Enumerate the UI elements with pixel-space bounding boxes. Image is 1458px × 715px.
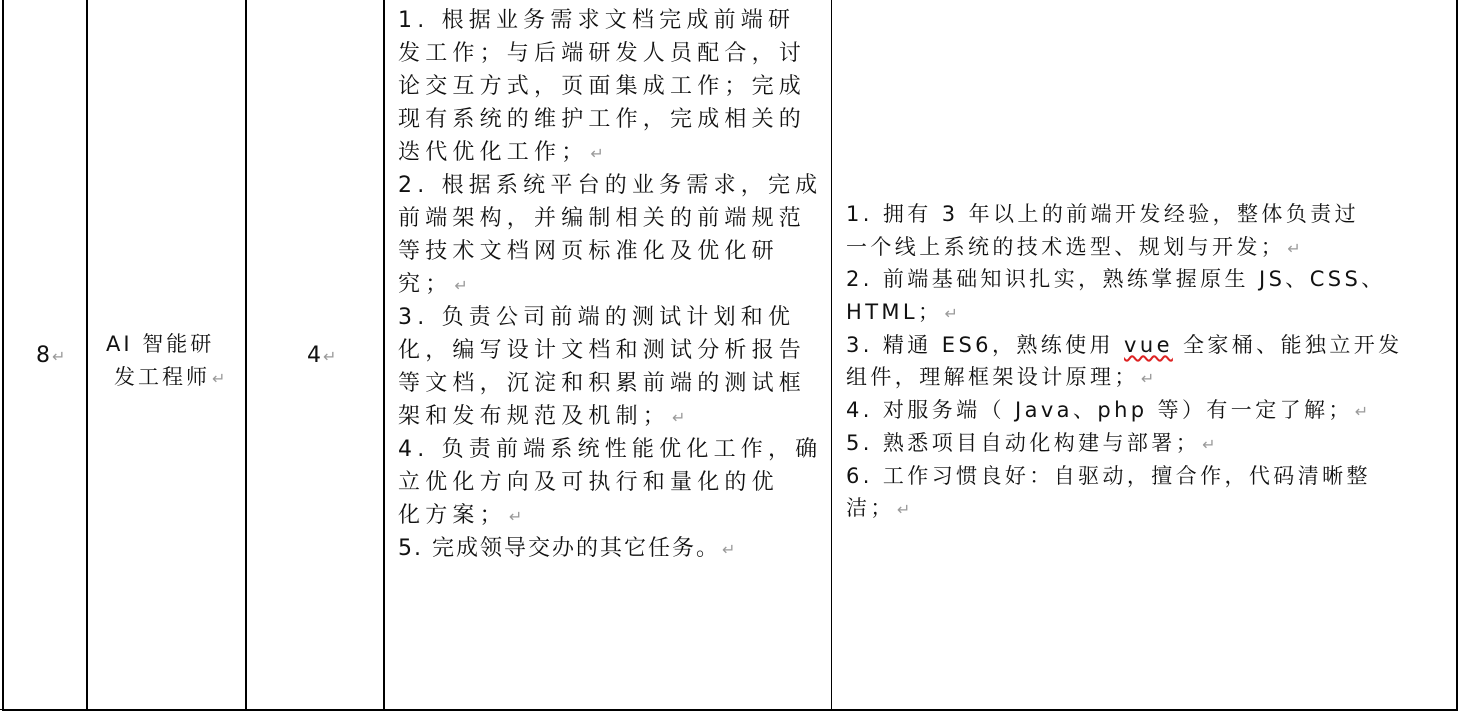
paragraph-mark-icon: ↵: [508, 507, 528, 526]
requirement-line: 3. 精通 ES6，熟练使用 vue 全家桶、能独立开发: [846, 332, 1403, 357]
requirement-line: HTML；: [846, 300, 943, 325]
paragraph-mark-icon: ↵: [896, 500, 914, 520]
paragraph-mark-icon: ↵: [590, 144, 610, 163]
paragraph-mark-icon: ↵: [721, 540, 738, 559]
requirement-line: 1. 拥有 3 年以上的前端开发经验，整体负责过: [846, 202, 1360, 226]
duty-line: 3. 负责公司前端的测试计划和优: [398, 305, 796, 330]
position-cell: [106, 328, 228, 395]
position-line-1: AI 智能研: [106, 332, 215, 356]
paragraph-mark-icon: ↵: [944, 304, 962, 324]
paragraph-mark-icon: ↵: [454, 276, 474, 295]
duty-line: 5. 完成领导交办的其它任务。: [398, 536, 720, 561]
job-duties-cell: [398, 4, 823, 565]
duty-line: 前端架构，并编制相关的前端规范: [398, 206, 807, 231]
duty-line: 究；: [398, 272, 453, 297]
paragraph-mark-icon: ↵: [323, 347, 337, 366]
paragraph-mark-icon: ↵: [1287, 238, 1305, 258]
duty-line: 化方案；: [398, 503, 507, 528]
column-divider: [831, 0, 832, 711]
requirement-line: 5. 熟悉项目自动化构建与部署；: [846, 430, 1201, 455]
row-index: 8: [36, 343, 50, 368]
requirement-line: 组件，理解框架设计原理；: [846, 365, 1139, 390]
duty-line: 迭代优化工作；: [398, 140, 589, 165]
requirement-line: 4. 对服务端（ Java、php 等）有一定了解；: [846, 398, 1353, 423]
duty-line: 现有系统的维护工作，完成相关的: [398, 107, 807, 132]
paragraph-mark-icon: ↵: [52, 347, 66, 366]
paragraph-mark-icon: ↵: [1202, 434, 1219, 454]
duty-line: 架和发布规范及机制；: [398, 404, 671, 429]
duty-line: 化，编写设计文档和测试分析报告: [398, 338, 807, 363]
requirement-line: 2. 前端基础知识扎实，熟练掌握原生 JS、CSS、: [846, 267, 1386, 292]
job-requirements-cell: [846, 198, 1446, 525]
requirement-line: 洁；: [846, 496, 895, 521]
position-line-2: 发工程师: [114, 365, 210, 389]
column-divider: [86, 0, 88, 711]
headcount-cell: [307, 343, 336, 368]
requirement-line: 6. 工作习惯良好：自驱动，擅合作，代码清晰整: [846, 463, 1371, 488]
duty-line: 论交互方式，页面集成工作；完成: [398, 74, 807, 99]
spellcheck-underline: vue: [1124, 332, 1173, 357]
duty-line: 等技术文档网页标准化及优化研: [398, 239, 779, 264]
column-divider: [383, 0, 385, 711]
duty-line: 等文档，沉淀和积累前端的测试框: [398, 371, 807, 396]
duty-line: 立优化方向及可执行和量化的优: [398, 470, 779, 495]
headcount: 4: [307, 343, 321, 368]
paragraph-mark-icon: ↵: [1140, 369, 1158, 389]
paragraph-mark-icon: ↵: [1354, 402, 1372, 422]
duty-line: 1. 根据业务需求文档完成前端研: [398, 8, 796, 33]
row-bottom-border: [0, 709, 1458, 710]
paragraph-mark-icon: ↵: [212, 369, 229, 388]
row-index-cell: [36, 343, 65, 368]
duty-line: 2. 根据系统平台的业务需求，完成: [398, 173, 823, 198]
duty-line: 4. 负责前端系统性能优化工作，确: [398, 437, 823, 462]
paragraph-mark-icon: ↵: [672, 408, 691, 427]
requirement-line: 一个线上系统的技术选型、规划与开发；: [846, 234, 1286, 259]
duty-line: 发工作；与后端研发人员配合，讨: [398, 41, 807, 66]
column-divider: [245, 0, 247, 711]
